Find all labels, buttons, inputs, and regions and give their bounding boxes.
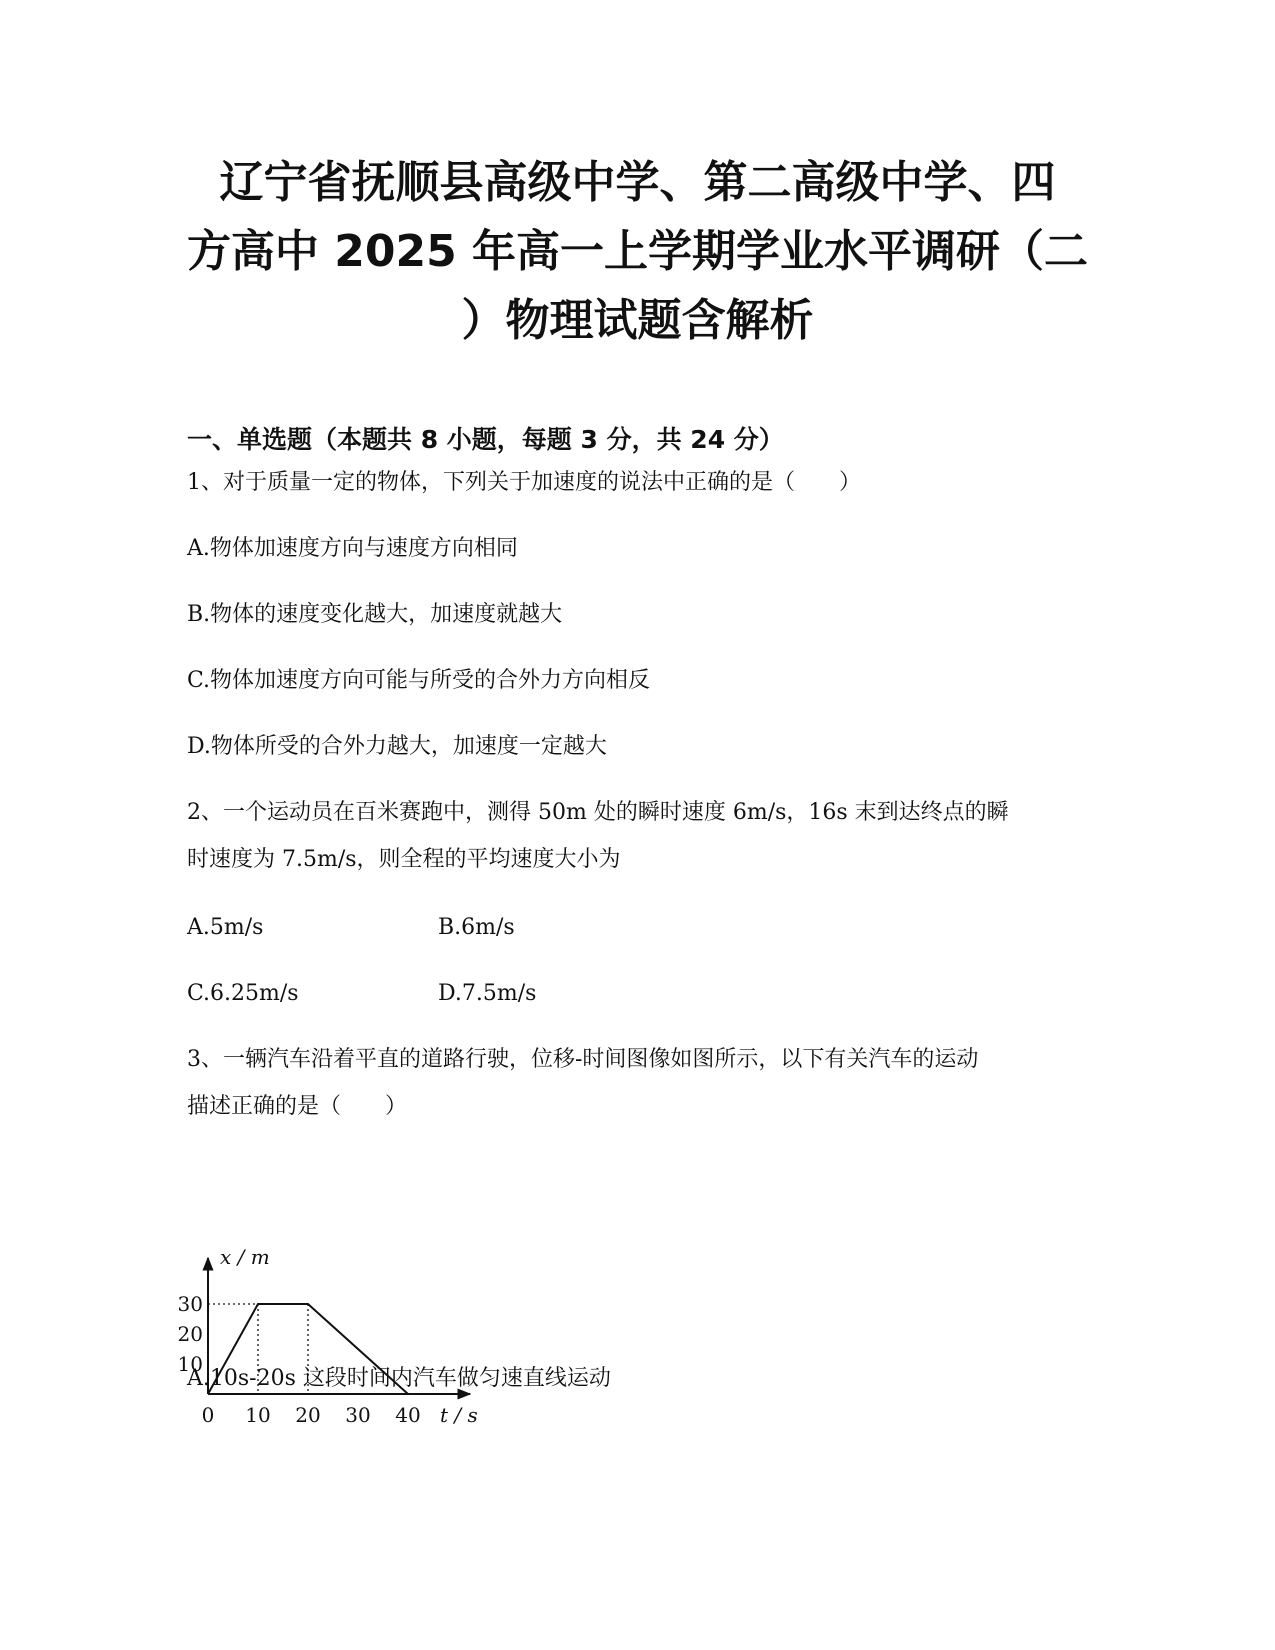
y-tick-label: 10 (177, 1352, 203, 1376)
x-tick-label: 10 (245, 1403, 271, 1427)
title-line-1: 辽宁省抚顺县高级中学、第二高级中学、四 (219, 157, 1056, 208)
question-2-stem-line-1: 2、一个运动员在百米赛跑中，测得 50m 处的瞬时速度 6m/s，16s 末到达终点的瞬 (187, 800, 1009, 825)
x-tick-label: 40 (395, 1403, 421, 1427)
question-2-option-a: A.5m/s (187, 915, 264, 940)
question-1-option-c: C.物体加速度方向可能与所受的合外力方向相反 (187, 668, 651, 693)
question-3-option-a: A.10s-20s 这段时间内汽车做匀速直线运动 (187, 1366, 611, 1391)
question-1-option-a: A.物体加速度方向与速度方向相同 (187, 536, 518, 561)
question-2-option-d: D.7.5m/s (438, 981, 537, 1006)
question-3-stem-line-1: 3、一辆汽车沿着平直的道路行驶，位移-时间图像如图所示，以下有关汽车的运动 (187, 1047, 979, 1072)
section-heading: 一、单选题（本题共 8 小题，每题 3 分，共 24 分） (187, 425, 784, 454)
x-tick-labels (202, 1403, 421, 1427)
x-tick-label: 0 (201, 1403, 215, 1427)
question-2-stem-line-2: 时速度为 7.5m/s，则全程的平均速度大小为 (187, 847, 621, 872)
question-1-option-b: B.物体的速度变化越大，加速度就越大 (187, 602, 563, 627)
question-1-stem: 1、对于质量一定的物体，下列关于加速度的说法中正确的是（ ） (187, 470, 861, 495)
x-tick-label: 20 (295, 1403, 321, 1427)
question-2-option-c: C.6.25m/s (187, 981, 299, 1006)
title-line-3: ）物理试题含解析 (461, 295, 814, 346)
x-tick-label: 30 (345, 1403, 371, 1427)
question-3-stem-line-2: 描述正确的是（ ） (187, 1094, 408, 1119)
y-tick-label: 20 (177, 1322, 203, 1346)
question-2-option-b: B.6m/s (438, 915, 515, 940)
title-line-2: 方高中 2025 年高一上学期学业水平调研（二 (186, 226, 1089, 277)
y-tick-label: 30 (177, 1292, 203, 1316)
question-1-option-d: D.物体所受的合外力越大，加速度一定越大 (187, 734, 607, 759)
y-axis-label: x / m (220, 1245, 270, 1269)
document-title (170, 148, 1105, 355)
x-axis-label: t / s (440, 1403, 478, 1427)
